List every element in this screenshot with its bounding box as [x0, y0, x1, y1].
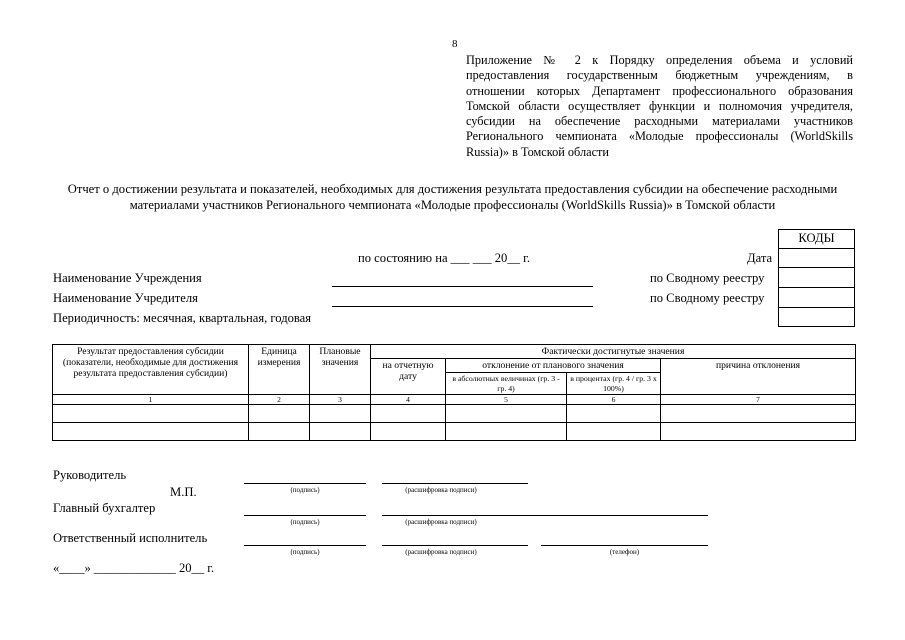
table-cell[interactable]	[310, 423, 371, 441]
column-number: 6	[567, 395, 661, 405]
table-cell[interactable]	[567, 423, 661, 441]
code-cell-date[interactable]	[778, 248, 855, 268]
executor-signature-caption: (подпись)	[290, 548, 320, 556]
code-cell-periodicity[interactable]	[778, 307, 855, 327]
table-cell[interactable]	[567, 405, 661, 423]
executor-phone-caption: (телефон)	[609, 548, 640, 556]
institution-label: Наименование Учреждения	[53, 271, 202, 285]
accountant-signature-line[interactable]	[244, 515, 366, 516]
header-deviation-group: отклонение от планового значения	[446, 359, 661, 373]
header-unit: Единица измерения	[249, 345, 310, 395]
table-row	[53, 405, 856, 423]
table-cell[interactable]	[446, 405, 567, 423]
executor-decoding-line[interactable]	[382, 545, 528, 546]
table-row	[53, 423, 856, 441]
results-table	[52, 344, 856, 441]
table-cell[interactable]	[249, 423, 310, 441]
head-decoding-line[interactable]	[382, 483, 528, 484]
accountant-signature-caption: (подпись)	[290, 518, 320, 526]
head-label: Руководитель	[53, 468, 127, 482]
header-abs: в абсолютных величинах (гр. 3 - гр. 4)	[446, 373, 567, 395]
header-plan: Плановые значения	[310, 345, 371, 395]
column-number: 4	[371, 395, 446, 405]
column-number: 2	[249, 395, 310, 405]
founder-label: Наименование Учредителя	[53, 291, 198, 305]
as-of-date: по состоянию на ___ ___ 20__ г.	[358, 251, 530, 265]
head-decoding-caption: (расшифровка подписи)	[405, 486, 477, 494]
table-cell[interactable]	[53, 423, 249, 441]
code-cell-registry-1[interactable]	[778, 267, 855, 288]
report-title: Отчет о достижении результата и показателей, необходимых для достижения результата предоставления субсидии на обеспечение расходными материалами участников Регионального чемпионата «Молодые профессионалы (WorldSkills Russia)» в Томской области	[67, 182, 838, 212]
executor-signature-line[interactable]	[244, 545, 366, 546]
header-actual-group: Фактически достигнутые значения	[371, 345, 856, 359]
table-cell[interactable]	[661, 405, 856, 423]
date-label: Дата	[747, 251, 773, 265]
header-reason: причина отклонения	[661, 359, 856, 395]
executor-phone-line[interactable]	[541, 545, 708, 546]
column-number: 7	[661, 395, 856, 405]
head-signature-caption: (подпись)	[290, 486, 320, 494]
founder-field[interactable]	[332, 306, 593, 307]
page-number: 8	[452, 38, 458, 50]
table-cell[interactable]	[661, 423, 856, 441]
appendix-text: Приложение № 2 к Порядку определения объема и условий предоставления государственным бюджетным учреждениям, в отношении которых Департамент профессионального образования Томской области осуществляет функции и полномочия учредителя, субсидии на обеспечение расходными материалами участников Регионального чемпионата «Молодые профессионалы (WorldSkills Russia)» в Томской области	[466, 53, 853, 159]
code-cell-registry-2[interactable]	[778, 287, 855, 308]
stamp-label: М.П.	[170, 485, 197, 499]
accountant-decoding-line[interactable]	[382, 515, 708, 516]
periodicity-label: Периодичность: месячная, квартальная, годовая	[53, 311, 312, 325]
accountant-label: Главный бухгалтер	[53, 501, 156, 515]
header-result: Результат предоставления субсидии (показатели, необходимые для достижения результата предоставления субсидии)	[53, 345, 249, 395]
table-cell[interactable]	[446, 423, 567, 441]
header-pct: в процентах (гр. 4 / гр. 3 х 100%)	[567, 373, 661, 395]
registry-label-1: по Сводному реестру	[650, 271, 765, 285]
table-cell[interactable]	[371, 405, 446, 423]
table-cell[interactable]	[53, 405, 249, 423]
executor-label: Ответственный исполнитель	[53, 531, 208, 545]
institution-field[interactable]	[332, 286, 593, 287]
table-cell[interactable]	[310, 405, 371, 423]
table-cell[interactable]	[249, 405, 310, 423]
codes-header	[778, 229, 855, 249]
column-number: 1	[53, 395, 249, 405]
table-cell[interactable]	[371, 423, 446, 441]
column-number: 3	[310, 395, 371, 405]
header-on-date: на отчетную дату	[371, 359, 446, 395]
date-line[interactable]: «____» _____________ 20__ г.	[53, 561, 215, 575]
accountant-decoding-caption: (расшифровка подписи)	[405, 518, 477, 526]
executor-decoding-caption: (расшифровка подписи)	[405, 548, 477, 556]
codes-header-label: КОДЫ	[798, 231, 835, 245]
column-number: 5	[446, 395, 567, 405]
registry-label-2: по Сводному реестру	[650, 291, 765, 305]
head-signature-line[interactable]	[244, 483, 366, 484]
